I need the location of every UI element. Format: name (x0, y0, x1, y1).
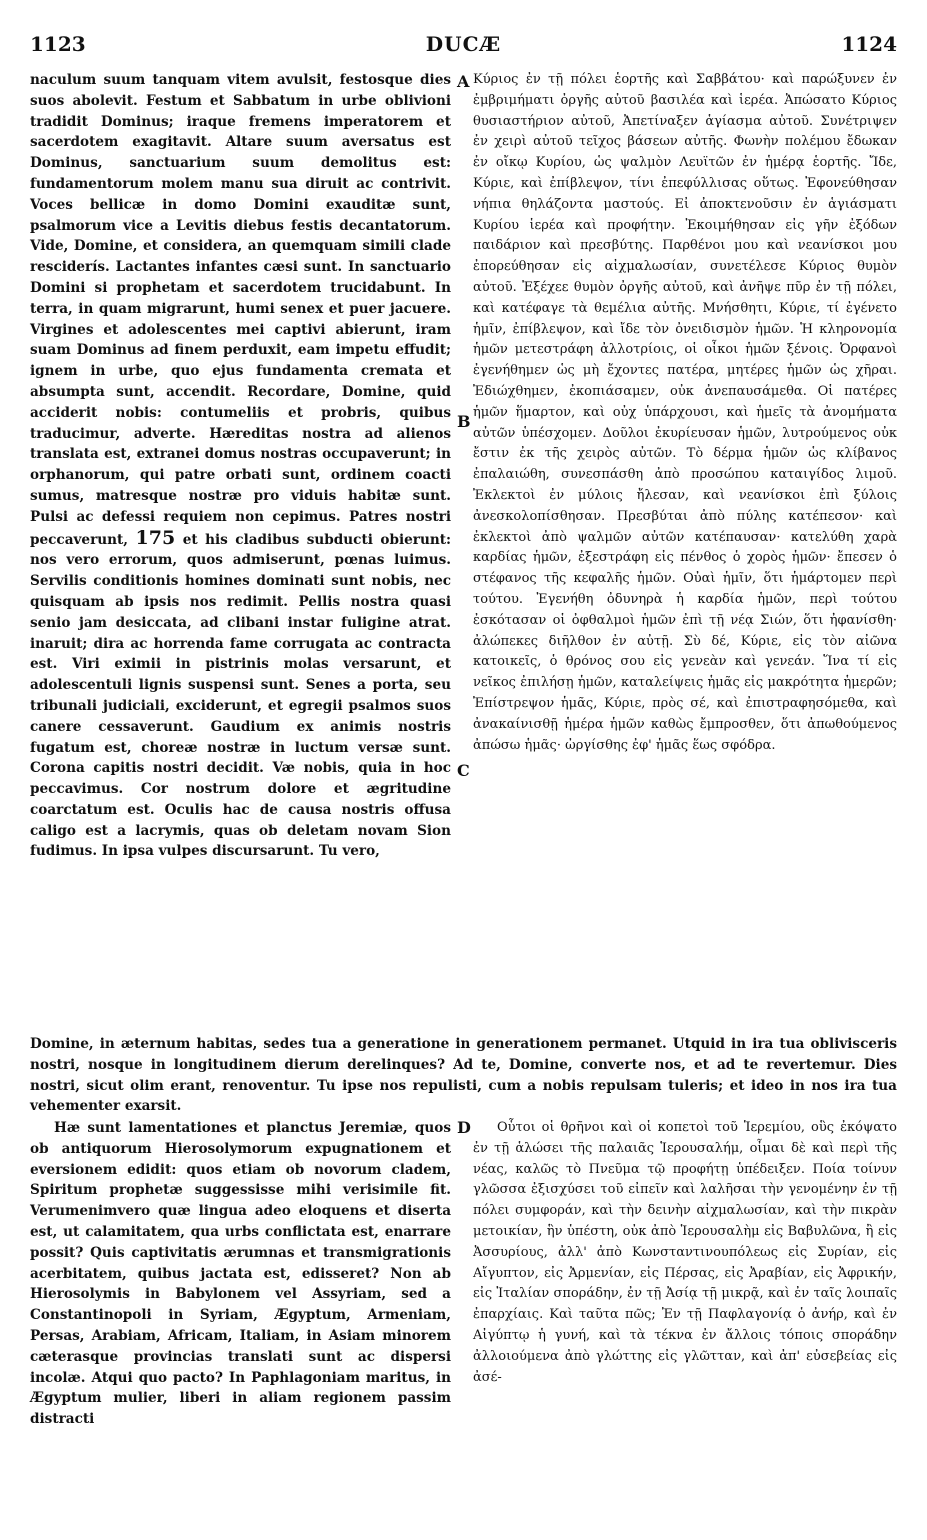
latin-full-width-text (30, 1034, 897, 1117)
running-title: DUCÆ (425, 32, 502, 56)
section-marker-c: C (457, 761, 470, 780)
latin-text-part2: et his cladibus subducti obierunt: nos vero errorum, quos admiserunt, pœnas luimus. Servilis conditionis homines dominati sunt nobis, nec quisquam ab ipsis nos redimit. Pellis nostra quasi senio jam desiccata, ad clibani instar fuligine atrat. inaruit; dira ac horrenda fame corrugata ac contracta est. Viri eximii in pistrinis molas versarunt, et adolescentuli lignis suspensi sunt. Senes a porta, seu tribunali judiciali, exciderunt, et egregii psalmos suos canere cessaverunt. Gaudium ex animis nostris fugatum est, choreæ nostræ in luctum versæ sunt. Corona capitis nostri decidit. Væ nobis, quia in hoc peccavimus. Cor nostrum dolore et ægritudine coarctatum est. Oculis hac de causa nostris offusa caligo est a lacrymis, quas ob deletam novam Sion fudimus. In ipsa vulpes discursarunt. Tu vero, (30, 531, 452, 860)
latin-column-top (30, 70, 451, 1030)
latin-text-part1: naculum suum tanquam vitem avulsit, festosque dies suos abolevit. Festum et Sabbatum in urbe oblivioni tradidit Dominus; iraque fremens imperatorem et sacerdotem exagitavit. Altare suum aversatus est Dominus, sanctuarium suum demolitus est: fundamentorum molem manu sua diruit ac contrivit. Voces bellicæ in domo Domini exauditæ sunt, psalmorum vice a Levitis diebus festis decantatorum. Vide, Domine, et considera, an quemquam simili clade resciderís. Lactantes infantes cæsi sunt. In sanctuario Domini si prophetam et sacerdotem trucidabunt. In terra, in quam migrarunt, humi senex et puer jacuere. Virgines et adolescentes mei captivi abierunt, iram suam Dominus ad finem perduxit, eam impetu effudit; ignem in urbe, quo ejus fundamenta cremata et absumpta sunt, accendit. Recordare, Domine, quid acciderit nobis: contumeliis et probris, quibus traducimur, adverte. Hæreditas nostra ad alienos translata est, extranei domus nostras occupaverunt; in orphanorum, qui patre orbati sunt, ordinem coacti sumus, matresque nostræ pro viduis habitæ sunt. Pulsi ac defessi requiem non cepimus. Patres nostri peccaverunt, (30, 72, 451, 548)
page-number-left: 1123 (30, 32, 86, 56)
latin-paragraph-bottom: Hæ sunt lamentationes et planctus Jeremiæ, quos ob antiquorum Hierosolymorum expugnationem et eversionem edidit: quos etiam ob novorum cladem, Spiritum prophetæ suggessisse mihi verisimile fit. Verumenimvero quæ lingua adeo eloquens et diserta est, ut calamitatem, qua urbs conflictata est, enarrare possit? Quis captivitatis ærumnas et transmigrationis acerbitatem, quibus jactata est, edisseret? Non ab Hierosolymis in Babylonem vel Assyriam, sed a Constantinopoli in Syriam, Ægyptum, Armeniam, Persas, Arabiam, Africam, Italiam, in Asiam minorem cæterasque provincias translati sunt ac dispersi incolæ. Atqui quo pacto? In Paphlagoniam maritus, in Ægyptum mulier, liberi in aliam regionem passim distracti (30, 1120, 451, 1428)
latin-column-bottom (30, 1118, 451, 1430)
page-number-right: 1124 (841, 32, 897, 56)
greek-column-top (473, 70, 897, 1030)
section-marker-d: D (457, 1118, 471, 1137)
latin-paragraph-top (30, 70, 451, 862)
greek-paragraph-bottom: Οὗτοι οἱ θρῆνοι καὶ οἱ κοπετοὶ τοῦ Ἱερεμίου, οὓς ἐκόψατο ἐν τῇ ἁλώσει τῆς παλαιᾶς Ἱερουσαλήμ, οἶμαι δὲ καὶ περὶ τῆς νέας, καλῶς τὸ Πνεῦμα τῷ προφήτῃ ὑπέδειξεν. Ποία τοίνυν γλῶσσα ἐξισχύσει τοῦ εἰπεῖν καὶ λαλῆσαι τὴν γενομένην ἐν τῇ πόλει συμφοράν, καὶ τὴν δεινὴν αἰχμαλωσίαν, καὶ τὴν πικρὰν μετοικίαν, ἣν ὑπέστη, οὐκ ἀπὸ Ἱερουσαλὴμ εἰς Βαβυλῶνα, ἢ εἰς Ἀσσυρίους, ἀλλ' ἀπὸ Κωνσταντινουπόλεως εἰς Συρίαν, εἰς Αἴγυπτον, εἰς Ἀρμενίαν, εἰς Πέρσας, εἰς Ἀραβίαν, εἰς Ἀφρικήν, εἰς Ἰταλίαν σποράδην, ἐν τῇ Ἀσίᾳ τῇ μικρᾷ, καὶ ἐν ταῖς λοιπαῖς ἐπαρχίαις. Καὶ ταῦτα πῶς; Ἐν τῇ Παφλαγονίᾳ ὁ ἀνήρ, καὶ ἐν Αἰγύπτῳ ἡ γυνή, καὶ τὰ τέκνα ἐν ἄλλοις τόποις σποράδην ἀλλοιούμενα ἀπὸ γλώττης εἰς γλῶτταν, καὶ ἀπ' εὐσεβείας εἰς ἀσέ- (473, 1120, 897, 1385)
original-page-number: 175 (135, 526, 176, 549)
section-marker-b: B (457, 412, 471, 431)
page-header (30, 32, 897, 60)
section-marker-a: A (457, 72, 470, 91)
greek-paragraph-top: Κύριος ἐν τῇ πόλει ἑορτῆς καὶ Σαββάτου· καὶ παρώξυνεν ἐν ἐμβριμήματι ὀργῆς αὐτοῦ βασιλέα καὶ ἱερέα. Ἀπώσατο Κύριος θυσιαστήριον αὐτοῦ, Ἀπετίναξεν ἁγίασμα αὐτοῦ. Συνέτριψεν ἐν χειρὶ αὐτοῦ τεῖχος βάσεων αὐτῆς. Φωνὴν πολέμου ἔδωκαν ἐν οἴκῳ Κυρίου, ὡς ψαλμὸν Λευϊτῶν ἐν ἡμέρᾳ ἑορτῆς. Ἴδε, Κύριε, καὶ ἐπίβλεψον, τίνι ἐπεφύλλισας οὕτως. Ἐφονεύθησαν νήπια θηλάζοντα μαστούς. Εἰ ἀποκτενοῦσιν ἐν ἁγιάσματι Κυρίου ἱερέα καὶ προφήτην. Ἐκοιμήθησαν εἰς γῆν ἐξόδων παιδάριον καὶ πρεσβύτης. Παρθένοι μου καὶ νεανίσκοι μου ἐπορεύθησαν εἰς αἰχμαλωσίαν, συνετέλεσε Κύριος θυμὸν αὐτοῦ. Ἐξέχεε θυμὸν ὀργῆς αὐτοῦ, καὶ ἀνῆψε πῦρ ἐν τῇ πόλει, καὶ κατέφαγε τὰ θεμέλια αὐτῆς. Μνήσθητι, Κύριε, τί ἐγένετο ἡμῖν, ἐπίβλεψον, καὶ ἴδε τὸν ὀνειδισμὸν ἡμῶν. Ἡ κληρονομία ἡμῶν μετεστράφη ἀλλοτρίοις, οἱ οἶκοι ἡμῶν ξένοις. Ὀρφανοὶ ἐγενήθημεν ὡς μὴ ἔχοντες πατέρα, μητέρες ἡμῶν ὡς χῆραι. Ἐδιώχθημεν, ἐκοπιάσαμεν, οὐκ ἀνεπαυσάμεθα. Οἱ πατέρες ἡμῶν ἥμαρτον, καὶ οὐχ ὑπάρχουσι, καὶ ἡμεῖς τὰ ἀνομήματα αὐτῶν ὑπέσχομεν. Δοῦλοι ἐκυρίευσαν ἡμῶν, λυτρούμενος οὐκ ἔστιν ἐκ τῆς χειρὸς αὐτῶν. Τὸ δέρμα ἡμῶν ὡς κλίβανος ἐπαλαιώθη, συνεσπάσθη ἀπὸ προσώπου καταιγίδος λιμοῦ. Ἐκλεκτοὶ ἐν μύλοις ἤλεσαν, καὶ νεανίσκοι ἐπὶ ξύλοις ἀνεσκολοπίσθησαν. Πρεσβύται ἀπὸ πύλης κατέπεσον· καὶ ἐκλεκτοὶ ἀπὸ ψαλμῶν αὐτῶν κατέπαυσαν· κατελύθη χαρὰ καρδίας ἡμῶν, ἐξεστράφη εἰς πένθος ὁ χορὸς ἡμῶν· ἔπεσεν ὁ στέφανος τῆς κεφαλῆς ἡμῶν. Οὐαὶ ἡμῖν, ὅτι ἡμάρτομεν περὶ τούτου. Ἐγενήθη ὀδυνηρὰ ἡ καρδία ἡμῶν, περὶ τούτου ἐσκότασαν οἱ ὀφθαλμοὶ ἡμῶν ἐπὶ τῇ νέᾳ Σιών, ὅτι ἠφανίσθη· ἀλώπεκες διῆλθον ἐν αὐτῇ. Σὺ δέ, Κύριε, εἰς τὸν αἰῶνα κατοικεῖς, ὁ θρόνος σου εἰς γενεὰν καὶ γενεάν. Ἵνα τί εἰς νεῖκος ἐπιλήσῃ ἡμῶν, καταλείψεις ἡμᾶς εἰς μακρότητα ἡμερῶν; Ἐπίστρεψον ἡμᾶς, Κύριε, πρὸς σέ, καὶ ἐπιστραφησόμεθα, καὶ ἀνακαίνισθῇ ἡμέρα ἡμῶν καθὼς ἔμπροσθεν, ὅτι ἀπωθούμενος ἀπώσω ἡμᾶς· ὠργίσθης ἐφ' ἡμᾶς ἕως σφόδρα. (473, 72, 897, 753)
greek-column-bottom (473, 1118, 897, 1388)
latin-paragraph-full: Domine, in æternum habitas, sedes tua a generatione in generationem permanet. Utquid in ira tua oblivisceris nostri, nosque in longitudinem dierum derelinques? Ad te, Domine, converte nos, et ad te revertemur. Dies nostri, sicut olim erant, renoventur. Tu ipse nos repulisti, cum a nobis repulsam tuleris; et ideo in nos ira tua vehementer exarsit. (30, 1036, 897, 1115)
